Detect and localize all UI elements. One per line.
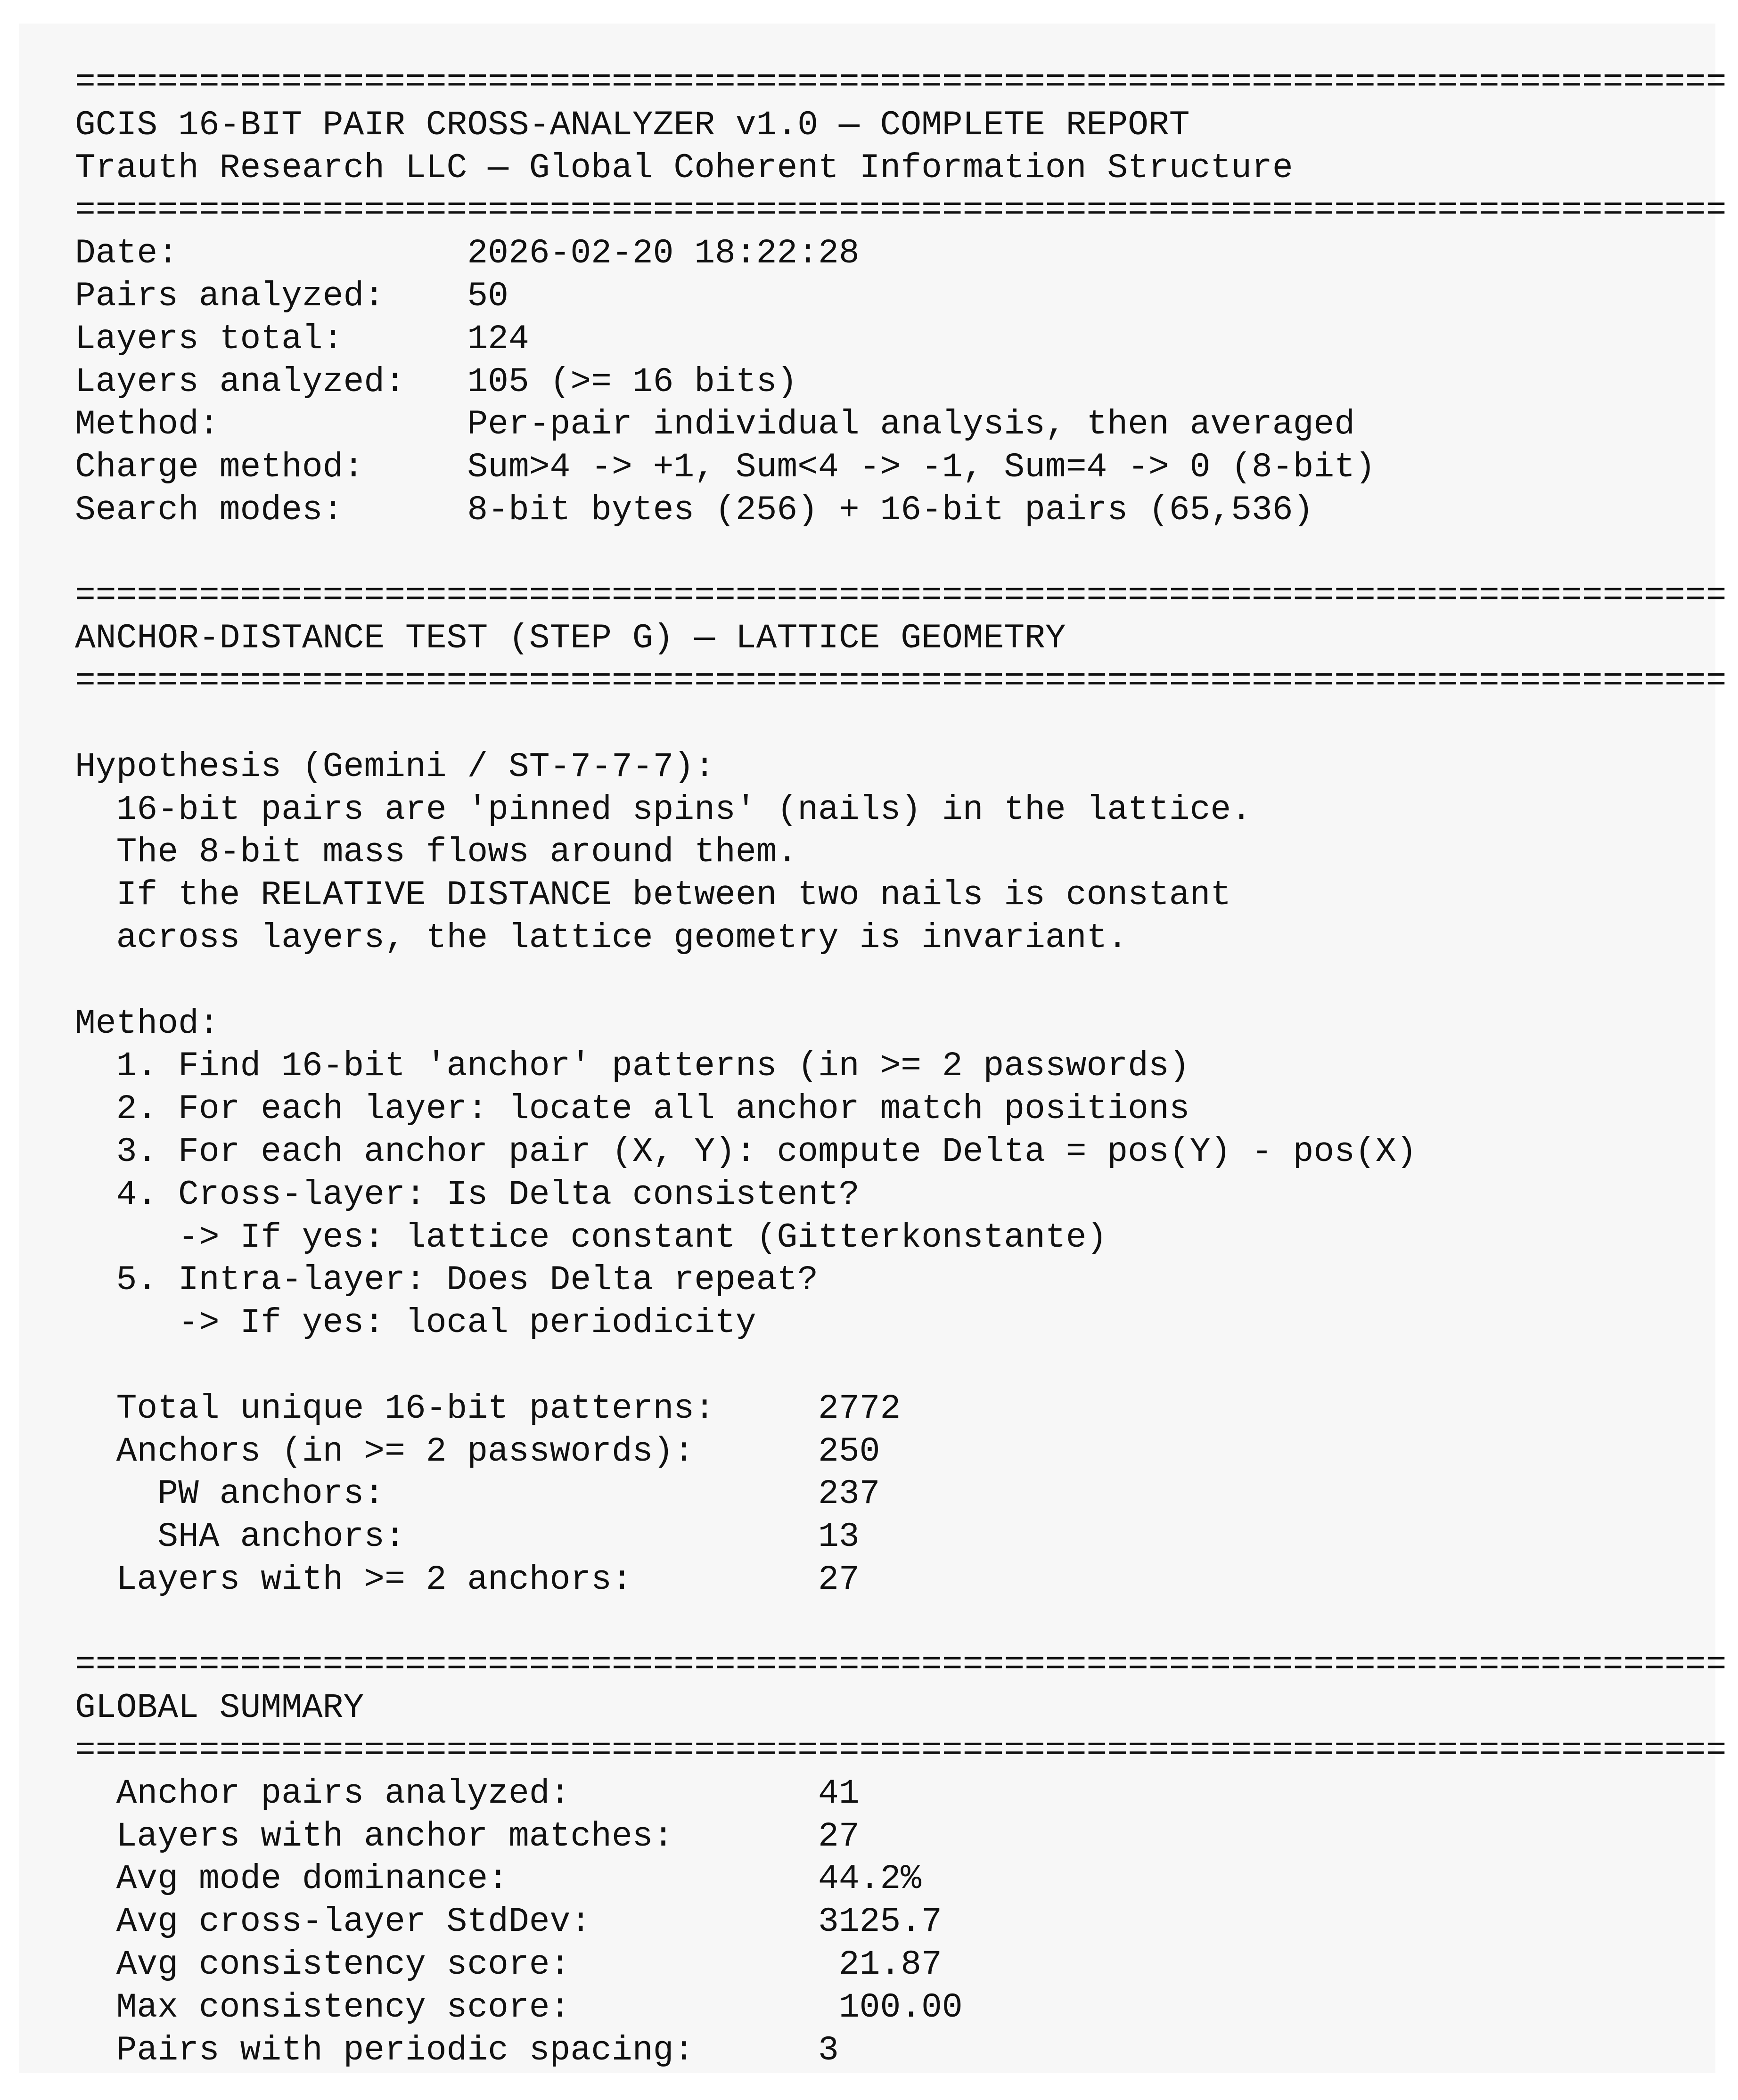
meta-row-date	[75, 232, 1727, 275]
method-step: 3. For each anchor pair (X, Y): compute Delta = pos(Y) - pos(X)	[116, 1132, 1417, 1171]
meta-label: Layers total:	[75, 319, 344, 359]
meta-label: Method:	[75, 405, 220, 444]
method-heading: Method:	[75, 1004, 220, 1043]
stat-value: 27	[818, 1816, 860, 1856]
blank-line	[75, 960, 1727, 1003]
stat-value: 41	[818, 1773, 860, 1813]
method-substep: -> If yes: lattice constant (Gitterkonstante)	[178, 1218, 1107, 1257]
section-title-global-summary: GLOBAL SUMMARY	[75, 1688, 364, 1728]
hypothesis-line: 16-bit pairs are 'pinned spins' (nails) in the lattice.	[116, 790, 1252, 829]
meta-label: Search modes:	[75, 490, 344, 530]
summary-stat-row	[75, 1815, 1727, 1858]
stat-label: Pairs with periodic spacing:	[116, 2030, 695, 2070]
method-substep: -> If yes: local periodicity	[178, 1303, 756, 1343]
separator: ================================================================================	[75, 191, 1727, 230]
separator: ================================================================================	[75, 576, 1727, 615]
meta-label: Charge method:	[75, 448, 364, 487]
report-title: GCIS 16-BIT PAIR CROSS-ANALYZER v1.0 — COMPLETE REPORT	[75, 105, 1190, 145]
blank-line	[75, 1602, 1727, 1644]
meta-label: Date:	[75, 234, 179, 273]
separator: ================================================================================	[75, 662, 1727, 701]
anchor-stat-row	[75, 1388, 1727, 1430]
summary-stat-row	[75, 1901, 1727, 1944]
method-step: 4. Cross-layer: Is Delta consistent?	[116, 1175, 860, 1214]
meta-value: 2026-02-20 18:22:28	[467, 234, 860, 273]
stat-label: Max consistency score:	[116, 1987, 571, 2027]
stat-label: Layers with anchor matches:	[116, 1816, 674, 1856]
stat-value: 27	[818, 1560, 860, 1599]
report-text	[75, 61, 1727, 2072]
anchor-stat-row	[75, 1559, 1727, 1602]
separator: ================================================================================	[75, 1731, 1727, 1771]
meta-row-pairs	[75, 275, 1727, 318]
summary-stat-row	[75, 2029, 1727, 2072]
stat-value: 44.2%	[818, 1859, 922, 1899]
stat-label: PW anchors:	[157, 1474, 385, 1514]
blank-line	[75, 703, 1727, 746]
summary-stat-row	[75, 1858, 1727, 1901]
separator: ================================================================================	[75, 63, 1727, 102]
summary-stat-row	[75, 1773, 1727, 1815]
stat-label: Anchor pairs analyzed:	[116, 1773, 571, 1813]
meta-value: 8-bit bytes (256) + 16-bit pairs (65,536)	[467, 490, 1314, 530]
meta-value: 124	[467, 319, 529, 359]
report-panel	[19, 24, 1727, 2073]
stat-label: Layers with >= 2 anchors:	[116, 1560, 632, 1599]
hypothesis-line: across layers, the lattice geometry is invariant.	[116, 918, 1128, 957]
hypothesis-heading: Hypothesis (Gemini / ST-7-7-7):	[75, 747, 715, 786]
meta-row-layers-total	[75, 318, 1727, 361]
stat-value: 21.87	[818, 1945, 942, 1985]
anchor-stat-row	[75, 1430, 1727, 1473]
stat-value: 13	[818, 1517, 860, 1557]
stat-value: 3125.7	[818, 1902, 942, 1942]
stat-label: Avg mode dominance:	[116, 1859, 508, 1899]
stat-label: Avg cross-layer StdDev:	[116, 1902, 591, 1942]
meta-label: Pairs analyzed:	[75, 276, 385, 316]
stat-value: 250	[818, 1431, 880, 1471]
meta-value: Sum>4 -> +1, Sum<4 -> -1, Sum=4 -> 0 (8-bit)	[467, 448, 1376, 487]
stat-value: 2772	[818, 1389, 901, 1428]
meta-value: 50	[467, 276, 508, 316]
meta-value: Per-pair individual analysis, then averaged	[467, 405, 1355, 444]
stat-label: Anchors (in >= 2 passwords):	[116, 1431, 695, 1471]
blank-line	[75, 532, 1727, 575]
stat-label: Avg consistency score:	[116, 1945, 571, 1985]
meta-row-charge	[75, 446, 1727, 489]
meta-label: Layers analyzed:	[75, 362, 405, 401]
hypothesis-line: If the RELATIVE DISTANCE between two nails is constant	[116, 875, 1231, 915]
method-step: 1. Find 16-bit 'anchor' patterns (in >= 2 passwords)	[116, 1046, 1190, 1086]
section-title-anchor: ANCHOR-DISTANCE TEST (STEP G) — LATTICE GEOMETRY	[75, 619, 1066, 658]
stat-label: Total unique 16-bit patterns:	[116, 1389, 715, 1428]
stat-value: 237	[818, 1474, 880, 1514]
method-step: 2. For each layer: locate all anchor match positions	[116, 1089, 1190, 1129]
meta-row-layers-analyzed	[75, 361, 1727, 404]
blank-line	[75, 1345, 1727, 1388]
stat-value: 3	[818, 2030, 839, 2070]
separator: ================================================================================	[75, 1645, 1727, 1685]
stat-value: 100.00	[818, 1987, 963, 2027]
report-subtitle: Trauth Research LLC — Global Coherent Information Structure	[75, 148, 1293, 188]
method-step: 5. Intra-layer: Does Delta repeat?	[116, 1260, 819, 1300]
meta-value: 105 (>= 16 bits)	[467, 362, 798, 401]
anchor-stat-row	[75, 1473, 1727, 1516]
meta-row-method	[75, 403, 1727, 446]
stat-label: SHA anchors:	[157, 1517, 405, 1557]
summary-stat-row	[75, 1944, 1727, 1986]
summary-stat-row	[75, 1986, 1727, 2029]
hypothesis-line: The 8-bit mass flows around them.	[116, 833, 798, 872]
meta-row-search	[75, 489, 1727, 532]
anchor-stat-row	[75, 1516, 1727, 1559]
